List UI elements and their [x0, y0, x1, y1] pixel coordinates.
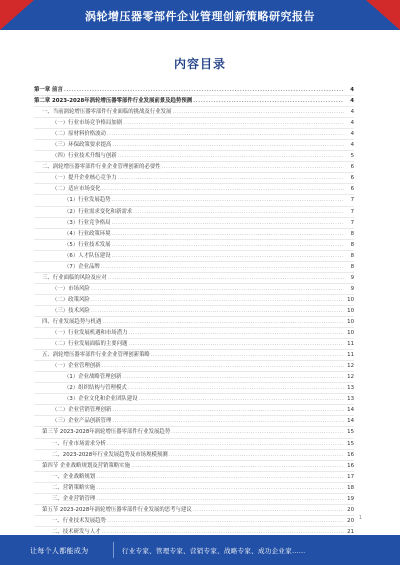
toc-entry-page: 16	[347, 462, 354, 469]
toc-entry-page: 20	[347, 517, 354, 524]
toc-entry-page: 4	[350, 87, 354, 93]
toc-entry-page: 8	[350, 241, 354, 248]
toc-entry[interactable]	[34, 516, 354, 527]
toc-entry-label: （二）行业发展面临的主要问题	[52, 341, 128, 348]
toc-entry[interactable]	[34, 306, 354, 317]
toc-entry-label: （1）企业战略管理创新	[64, 374, 122, 381]
toc-entry-page: 11	[347, 341, 354, 348]
toc-leader-dots	[91, 295, 344, 305]
toc-entry[interactable]	[34, 383, 354, 394]
toc-entry-label: 第一章 前言	[34, 87, 63, 93]
toc-entry-label: （5）行业技术发展	[64, 241, 111, 248]
toc-leader-dots	[118, 151, 344, 161]
toc-entry-label: （一）提升企业核心竞争力	[52, 175, 117, 182]
toc-entry-page: 10	[347, 296, 354, 303]
toc-entry-label: （2）行业需求变化和新需求	[64, 208, 133, 215]
toc-leader-dots	[108, 273, 344, 283]
toc-entry[interactable]	[34, 295, 354, 306]
toc-entry-label: 二、涡轮增压器零部件行业企业管理创新的必要性	[42, 164, 161, 171]
toc-leader-dots	[112, 416, 344, 426]
toc-entry[interactable]	[34, 339, 354, 350]
report-title: 涡轮增压器零部件企业管理创新策略研究报告	[85, 10, 315, 23]
toc-leader-dots	[128, 383, 344, 393]
toc-entry[interactable]	[34, 427, 354, 438]
toc-entry-label: 一、企业战略规划	[52, 473, 96, 480]
toc-leader-dots	[107, 516, 344, 526]
toc-leader-dots	[128, 339, 344, 349]
footer-banner	[0, 535, 400, 565]
toc-leader-dots	[122, 372, 344, 382]
toc-leader-dots	[193, 505, 344, 515]
toc-entry[interactable]	[34, 151, 354, 162]
toc-leader-dots	[96, 472, 344, 482]
toc-entry-page: 15	[347, 429, 354, 436]
toc-leader-dots	[96, 494, 344, 504]
toc-entry-label: （3）行业竞争格局	[64, 219, 111, 226]
toc-entry[interactable]	[34, 405, 354, 416]
toc-entry-label: 第三节 2023-2028年涡轮增压器零部件行业发展趋势	[42, 429, 171, 436]
toc-entry-page: 6	[350, 164, 354, 171]
toc-entry[interactable]	[34, 184, 354, 195]
toc-entry-label: （6）人才队伍建设	[64, 252, 111, 259]
toc-entry-label: 一、行业技术发展趋势	[52, 517, 106, 524]
toc-leader-dots	[123, 118, 344, 128]
toc-leader-dots	[139, 394, 344, 404]
toc-entry[interactable]	[34, 416, 354, 427]
toc-entry[interactable]	[34, 439, 354, 450]
toc-entry-page: 16	[347, 451, 354, 458]
toc-entry-page: 15	[347, 440, 354, 447]
toc-entry[interactable]	[34, 229, 354, 240]
toc-entry-label: 第五节 2023-2028年涡轮增压器零部件行业发展的思考与建议	[42, 506, 192, 513]
footer-services: 行业专家、管理专家、营销专家、战略专家、成功企业家……	[122, 547, 306, 555]
toc-entry-label: 第二章 2023-2028年涡轮增压器零部件行业发展前景及趋势预测	[34, 98, 193, 105]
toc-entry-page: 14	[347, 407, 354, 414]
toc-entry[interactable]	[34, 107, 354, 118]
toc-entry-label: （三）环保政策要求提高	[52, 142, 112, 149]
toc-entry-label: 二、营销策略实施	[52, 484, 96, 491]
toc-leader-dots	[162, 162, 344, 172]
toc-entry[interactable]	[34, 328, 354, 339]
toc-leader-dots	[96, 483, 344, 493]
toc-entry-label: 二、技术研发与人才	[52, 528, 101, 535]
toc-entry[interactable]	[34, 162, 354, 173]
toc-entry-label: 三、企业营销管理	[52, 495, 96, 502]
toc-entry-page: 7	[350, 197, 354, 204]
toc-entry-page: 13	[347, 396, 354, 403]
toc-entry[interactable]	[34, 461, 354, 472]
toc-entry-page: 12	[347, 363, 354, 370]
toc-entry-label: 第四节 企业战略规划及营销策略实施	[42, 462, 130, 469]
toc-entry[interactable]	[34, 218, 354, 229]
toc-leader-dots	[107, 129, 344, 139]
toc-entry-label: （4）行业政策环境	[64, 230, 111, 237]
toc-entry-page: 14	[347, 418, 354, 425]
toc-leader-dots	[112, 251, 344, 261]
toc-entry[interactable]	[34, 361, 354, 372]
toc-leader-dots	[193, 96, 344, 106]
toc-leader-dots	[133, 207, 344, 217]
toc-entry-page: 7	[350, 208, 354, 215]
toc-leader-dots	[102, 184, 344, 194]
toc-entry-page: 4	[350, 120, 354, 127]
toc-entry[interactable]	[34, 251, 354, 262]
toc-entry-label: 五、涡轮增压器零部件行业企业管理创新策略	[42, 352, 150, 359]
toc-entry-page: 7	[350, 219, 354, 226]
toc-entry-page: 12	[347, 374, 354, 381]
toc-leader-dots	[91, 284, 344, 294]
toc-leader-dots	[171, 427, 344, 437]
toc-entry[interactable]	[34, 317, 354, 328]
toc-entry-page: 8	[350, 230, 354, 237]
toc-entry[interactable]	[34, 372, 354, 383]
toc-entry-label: （三）企业产品创新管理	[52, 418, 112, 425]
toc-entry[interactable]	[34, 96, 354, 107]
toc-leader-dots	[91, 306, 344, 316]
toc-leader-dots	[112, 218, 344, 228]
toc-entry-label: （一）行业发展机遇和市场潜力	[52, 330, 128, 337]
toc-leader-dots	[131, 461, 344, 471]
toc-entry-label: （3）企业文化和企业团队建设	[64, 396, 138, 403]
toc-entry-page: 8	[350, 263, 354, 270]
footer-slogan: 让每个人都能成为	[30, 547, 89, 555]
toc-leader-dots	[112, 195, 344, 205]
toc-entry[interactable]	[34, 505, 354, 516]
footer-divider	[113, 542, 114, 558]
toc-entry-label: （二）企业营销管理创新	[52, 407, 112, 414]
toc-entry-page: 10	[347, 318, 354, 325]
toc-entry-label: （二）原材料价格波动	[52, 131, 106, 138]
toc-entry[interactable]	[34, 472, 354, 483]
toc-entry-page: 20	[347, 506, 354, 513]
toc-leader-dots	[128, 328, 344, 338]
toc-entry-label: 一、当前涡轮增压器零部件行业面临的挑战及行业发展	[42, 109, 172, 116]
toc-heading: 内容目录	[173, 57, 226, 71]
toc-entry-page: 18	[347, 484, 354, 491]
toc-entry[interactable]	[34, 450, 354, 461]
toc-entry-page: 5	[350, 153, 354, 160]
toc-entry-page: 11	[347, 352, 354, 359]
toc-entry-label: （一）企业管理创新	[52, 363, 101, 370]
toc-entry-label: （一）市场风险	[52, 285, 90, 292]
toc-leader-dots	[107, 439, 344, 449]
toc-entry-page: 9	[350, 285, 354, 292]
toc-entry[interactable]	[34, 273, 354, 284]
toc-leader-dots	[101, 262, 344, 272]
toc-entry[interactable]	[34, 284, 354, 295]
toc-entry-page: 21	[347, 528, 354, 535]
toc-entry-label: 一、行业市场需求分析	[52, 440, 106, 447]
toc-entry-page: 17	[347, 473, 354, 480]
toc-leader-dots	[112, 229, 344, 239]
toc-entry[interactable]	[34, 394, 354, 405]
toc-entry-label: 二、2023-2028年行业发展趋势及市场规模预测	[52, 451, 168, 458]
toc-entry[interactable]	[34, 494, 354, 505]
toc-entry-page: 4	[350, 98, 354, 105]
toc-entry[interactable]	[34, 207, 354, 218]
toc-leader-dots	[112, 240, 344, 250]
toc-leader-dots	[112, 140, 344, 150]
report-header	[0, 0, 400, 30]
toc-leader-dots	[64, 85, 344, 95]
toc-leader-dots	[112, 405, 344, 415]
toc-entry[interactable]	[34, 262, 354, 273]
toc-entry[interactable]	[34, 173, 354, 184]
toc-entry-page: 4	[350, 142, 354, 149]
toc-entry-page: 6	[350, 186, 354, 193]
toc-entry-page: 4	[350, 131, 354, 138]
toc-entry-page: 6	[350, 175, 354, 182]
table-of-contents	[34, 85, 354, 549]
toc-entry-page: 10	[347, 330, 354, 337]
toc-entry-label: 四、行业发展趋势与机遇	[42, 318, 102, 325]
toc-entry-page: 13	[347, 385, 354, 392]
toc-entry[interactable]	[34, 85, 354, 96]
toc-entry[interactable]	[34, 350, 354, 361]
toc-entry-page: 10	[347, 307, 354, 314]
toc-entry[interactable]	[34, 195, 354, 206]
toc-leader-dots	[102, 317, 344, 327]
page-number: 1	[358, 515, 362, 521]
toc-entry-label: （2）组织结构与管理模式	[64, 385, 127, 392]
toc-leader-dots	[172, 107, 344, 117]
toc-entry[interactable]	[34, 140, 354, 151]
toc-leader-dots	[102, 361, 344, 371]
toc-entry-label: 三、行业面临的风险及应对	[42, 274, 107, 281]
toc-entry[interactable]	[34, 129, 354, 140]
toc-entry-page: 4	[350, 109, 354, 116]
toc-entry[interactable]	[34, 483, 354, 494]
toc-entry-label: （1）行业发展趋势	[64, 197, 111, 204]
toc-entry-label: （二）适应市场变化	[52, 186, 101, 193]
toc-entry-page: 8	[350, 252, 354, 259]
toc-entry-label: （三）技术风险	[52, 307, 90, 314]
toc-leader-dots	[169, 450, 344, 460]
toc-entry-label: （四）行业技术升级与创新	[52, 153, 117, 160]
toc-entry[interactable]	[34, 240, 354, 251]
toc-entry-label: （二）政策风险	[52, 296, 90, 303]
toc-entry-page: 9	[350, 274, 354, 281]
toc-entry-page: 19	[347, 495, 354, 502]
toc-leader-dots	[151, 350, 344, 360]
toc-entry-label: （一）行业市场竞争格局加剧	[52, 120, 123, 127]
toc-entry-label: （7）企业品牌	[64, 263, 100, 270]
toc-entry[interactable]	[34, 118, 354, 129]
toc-leader-dots	[118, 173, 344, 183]
